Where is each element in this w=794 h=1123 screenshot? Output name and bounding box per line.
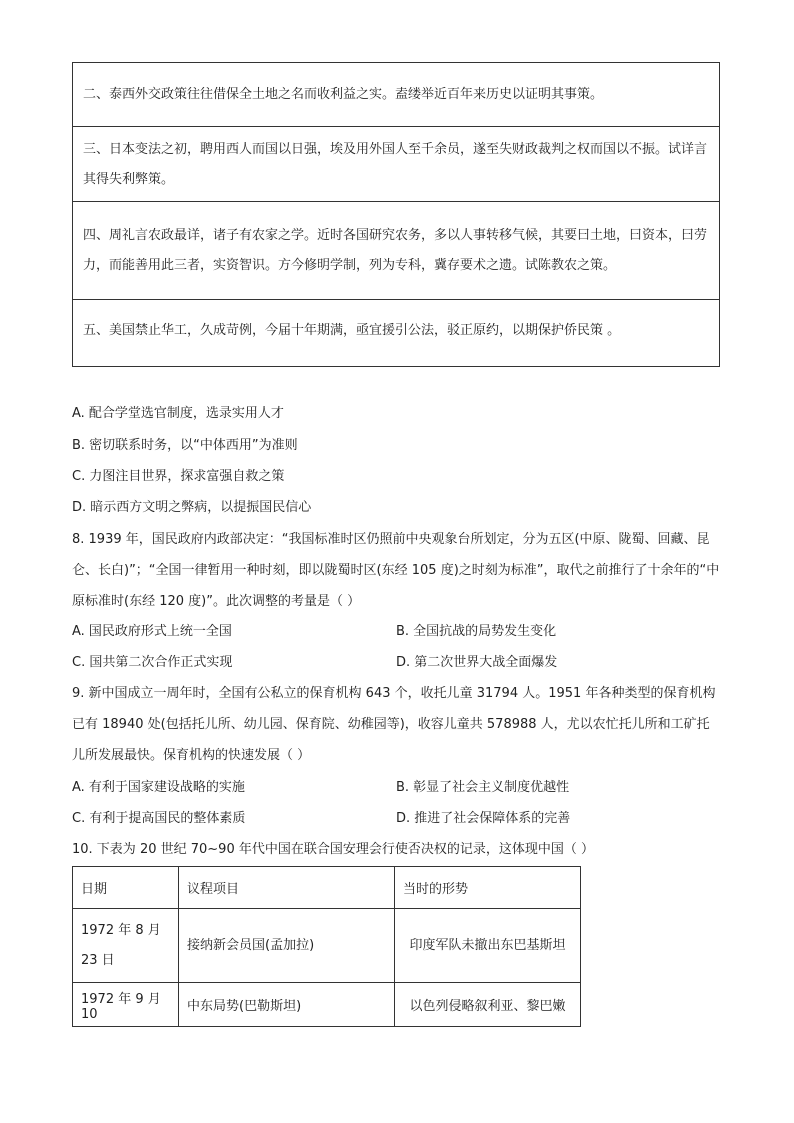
q7-option-a: A. 配合学堂选官制度，选录实用人才 [72,406,284,421]
header-situation: 当时的形势 [395,867,581,909]
topic-3: 三、日本变法之初，聘用西人而国以日强，埃及用外国人至千余员，遂至失财政裁判之权而国以不振。试详言其得失利弊策。 [73,126,719,201]
q8-option-d: D. 第二次世界大战全面爆发 [396,655,558,670]
table-header-row [73,867,581,909]
q9-stem: 9. 新中国成立一周年时，全国有公私立的保育机构 643 个，收托儿童 31794 人。1951 年各种类型的保育机构已有 18940 处(包括托儿所、幼儿园、保育院、幼稚园等)，收容儿童共 578988 人，尤以农忙托儿所和工矿托儿所发展最快。保育机构的快速发展（ ） [72,686,716,763]
topic-4: 四、周礼言农政最详，诸子有农家之学。近时各国研究农务，多以人事转移气候，其要曰土地，曰资本，曰劳力，而能善用此三者，实资智识。方今修明学制，列为专科，冀存要术之遗。试陈教农之策。 [73,201,719,299]
table-row [73,983,581,1027]
q9-option-d: D. 推进了社会保障体系的完善 [396,811,571,826]
cell-agenda: 接纳新会员国(孟加拉) [179,909,395,983]
header-agenda: 议程项目 [179,867,395,909]
q8-option-a: A. 国民政府形式上统一全国 [72,624,232,639]
cell-date: 1972 年 8 月 23 日 [73,909,179,983]
q8-option-c: C. 国共第二次合作正式实现 [72,655,233,670]
topic-5: 五、美国禁止华工，久成苛例，今届十年期满，亟宜援引公法，驳正原约，以期保护侨民策 。 [73,299,719,366]
essay-topics-box [72,62,720,367]
table-row [73,909,581,983]
cell-date: 1972 年 9 月 10 [73,983,179,1027]
veto-record-table [72,866,581,1027]
q9-option-c: C. 有利于提高国民的整体素质 [72,811,246,826]
cell-situation: 以色列侵略叙利亚、黎巴嫩 [395,983,581,1027]
cell-agenda: 中东局势(巴勒斯坦) [179,983,395,1027]
q8-stem: 8. 1939 年，国民政府内政部决定：“我国标准时区仍照前中央观象台所划定，分为五区(中原、陇蜀、回藏、昆仑、长白)”；“全国一律暂用一种时刻，即以陇蜀时区(东经 105 度)之时刻为标准”，取代之前推行了十余年的“中原标准时(东经 120 度)”。此次调整的考量是（ ） [72,532,720,609]
q7-option-c: C. 力图注目世界，探求富强自救之策 [72,469,285,484]
q10-stem: 10. 下表为 20 世纪 70~90 年代中国在联合国安理会行使否决权的记录，这体现中国（ ） [72,842,594,857]
cell-situation: 印度军队未撤出东巴基斯坦 [395,909,581,983]
q8-option-b: B. 全国抗战的局势发生变化 [396,624,557,639]
q9-option-b: B. 彰显了社会主义制度优越性 [396,780,570,795]
topic-2: 二、泰西外交政策往往借保全土地之名而收利益之实。盍缕举近百年来历史以证明其事策。 [83,87,604,102]
q7-option-d: D. 暗示西方文明之弊病，以提振国民信心 [72,500,312,515]
q7-option-b: B. 密切联系时务，以“中体西用”为准则 [72,438,298,453]
header-date: 日期 [73,867,179,909]
q9-option-a: A. 有利于国家建设战略的实施 [72,780,245,795]
